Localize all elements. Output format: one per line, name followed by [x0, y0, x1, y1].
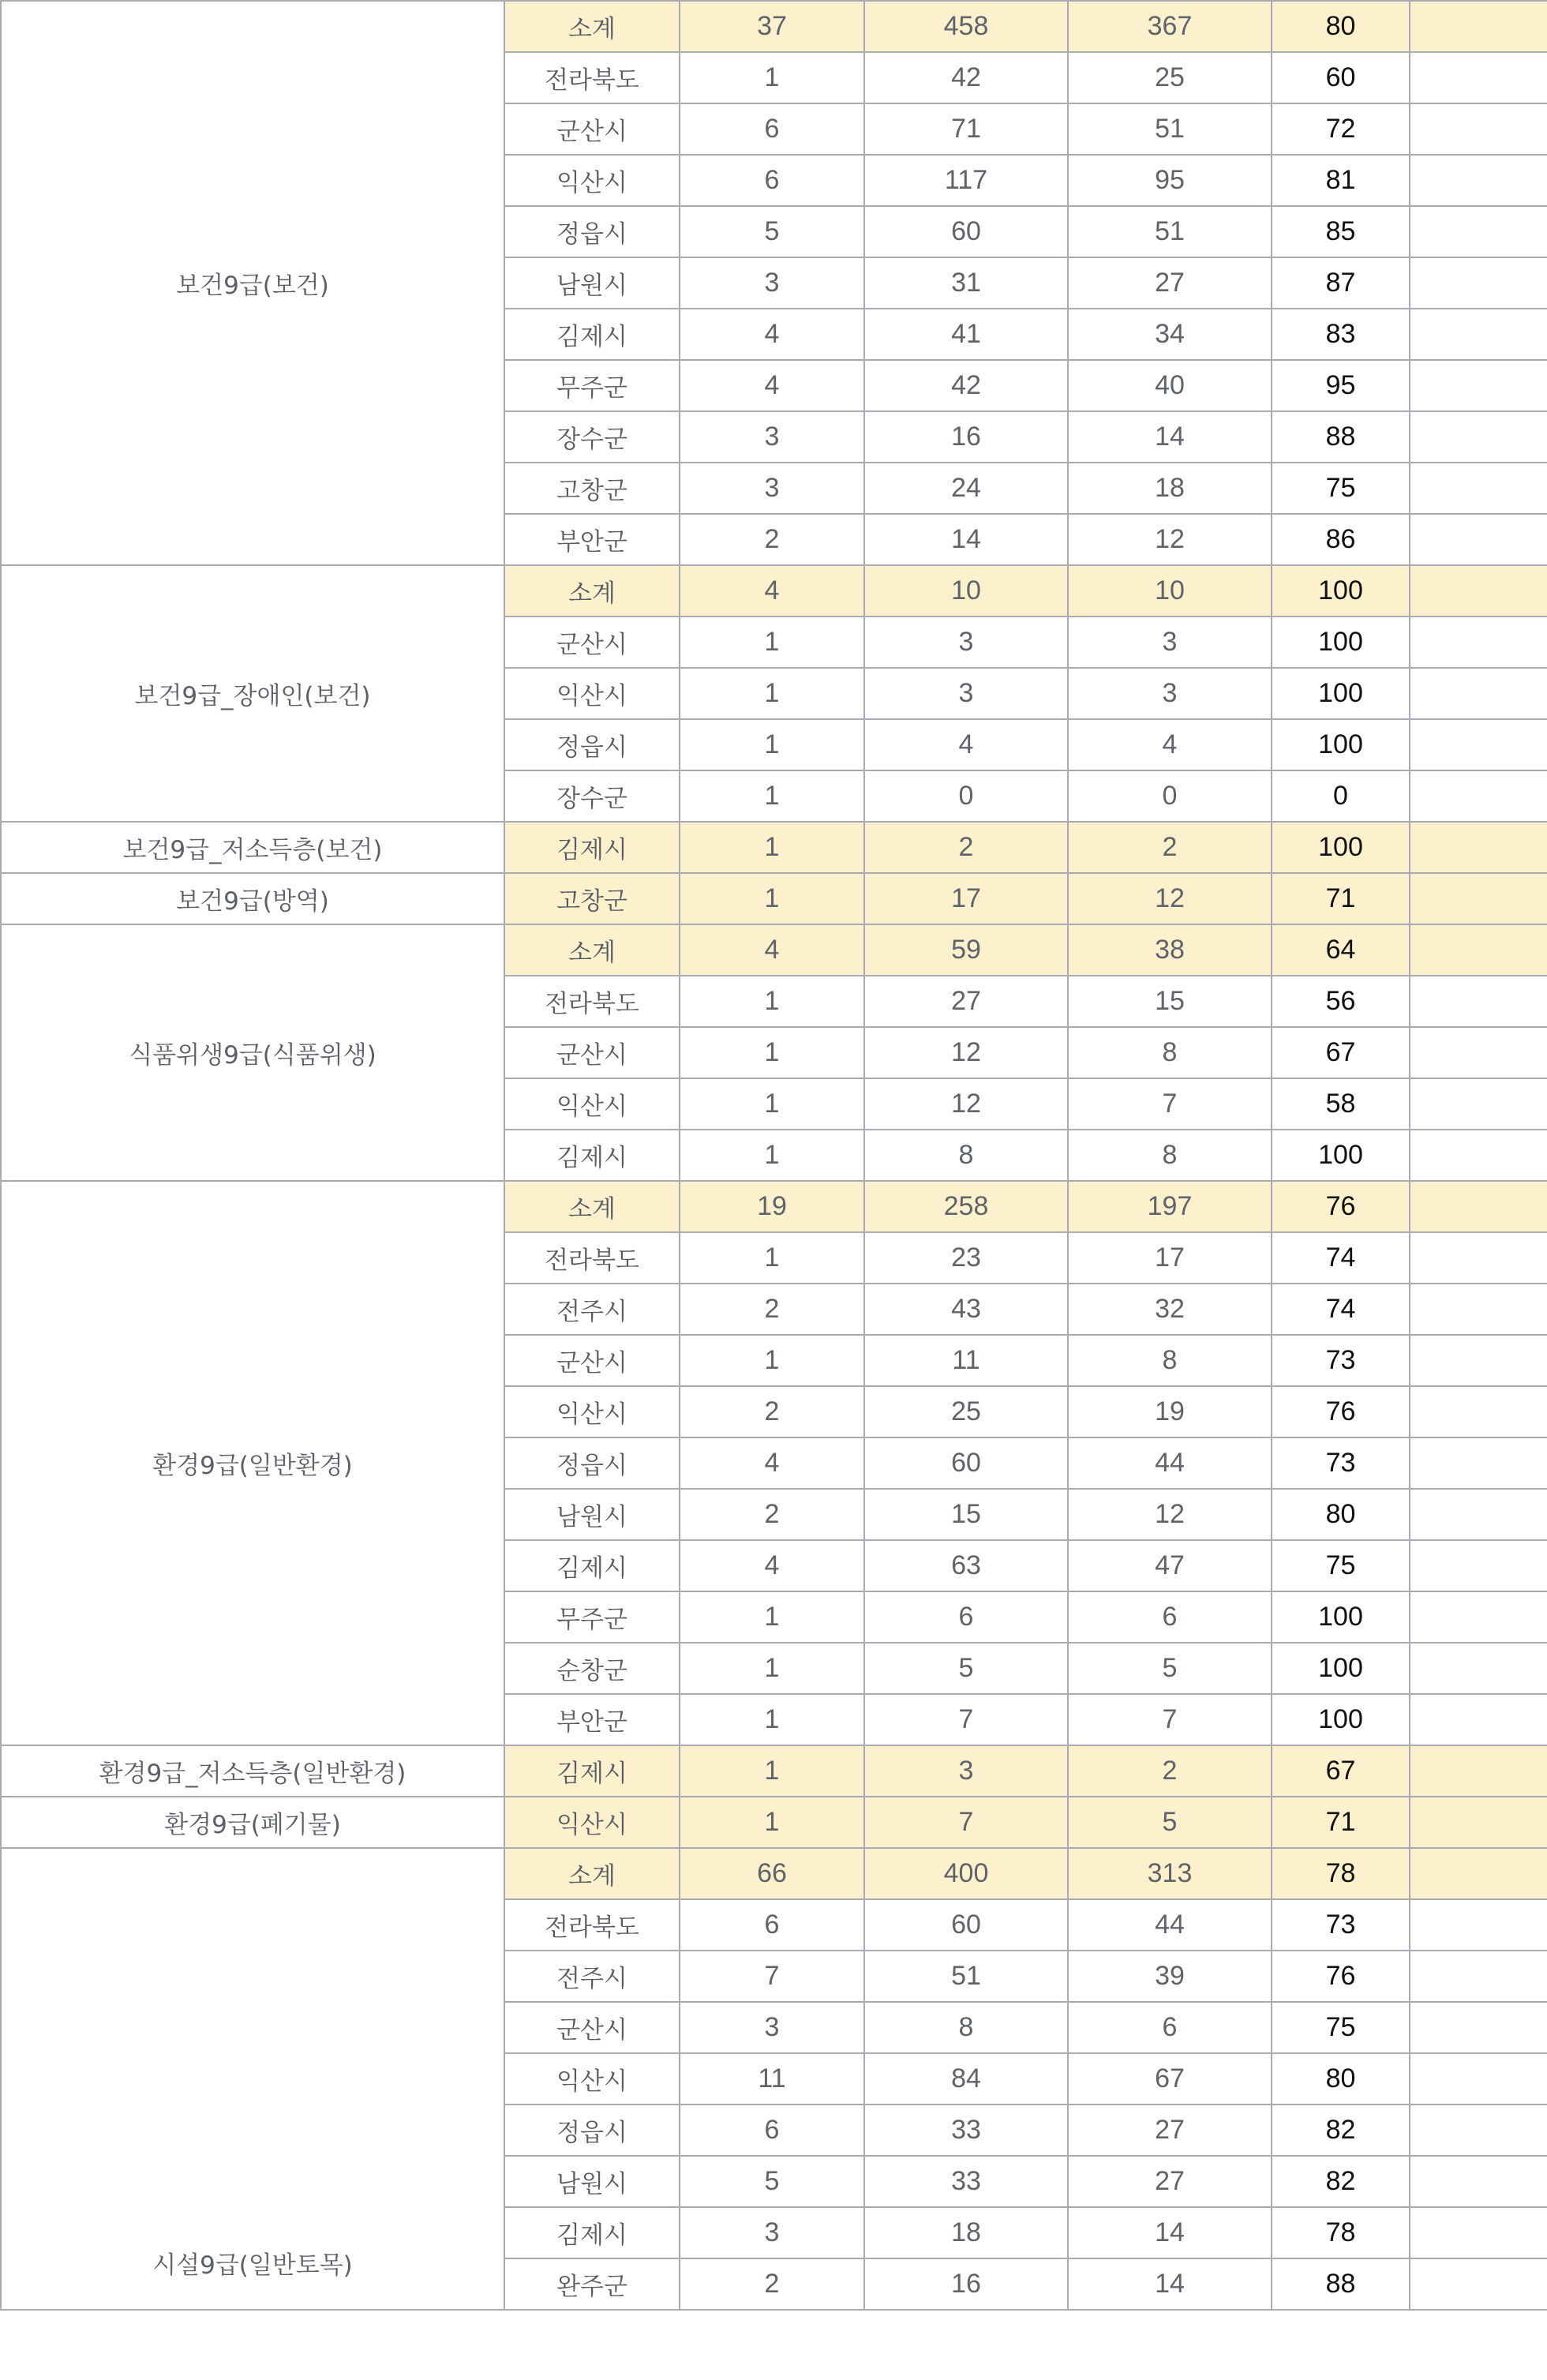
rate-cell: 88 [1272, 411, 1410, 463]
rate-cell: 73 [1272, 1335, 1410, 1386]
posts-cell: 7 [680, 1951, 864, 2002]
rate-cell: 71 [1272, 873, 1410, 924]
empty-cell [1410, 719, 1547, 770]
posts-cell: 11 [680, 2053, 864, 2105]
region-cell: 익산시 [504, 155, 680, 206]
rate-cell: 100 [1272, 1643, 1410, 1694]
region-cell: 군산시 [504, 103, 680, 155]
posts-cell: 3 [680, 411, 864, 463]
empty-cell [1410, 1489, 1547, 1540]
region-cell: 익산시 [504, 1078, 680, 1130]
region-cell: 정읍시 [504, 719, 680, 770]
region-cell: 김제시 [504, 2207, 680, 2258]
posts-cell: 1 [680, 873, 864, 924]
posts-cell: 1 [680, 822, 864, 873]
rate-cell: 87 [1272, 257, 1410, 309]
rate-cell: 100 [1272, 822, 1410, 873]
empty-cell [1410, 360, 1547, 411]
applicants-cell: 59 [864, 924, 1068, 976]
takers-cell: 14 [1068, 2207, 1272, 2258]
posts-cell: 6 [680, 155, 864, 206]
applicants-cell: 2 [864, 822, 1068, 873]
applicants-cell: 51 [864, 1951, 1068, 2002]
posts-cell: 4 [680, 360, 864, 411]
empty-cell [1410, 1130, 1547, 1181]
posts-cell: 1 [680, 1130, 864, 1181]
applicants-cell: 117 [864, 155, 1068, 206]
empty-cell [1410, 1284, 1547, 1335]
applicants-cell: 17 [864, 873, 1068, 924]
applicants-cell: 14 [864, 514, 1068, 565]
empty-cell [1410, 1335, 1547, 1386]
applicants-cell: 7 [864, 1797, 1068, 1848]
applicants-cell: 3 [864, 1745, 1068, 1797]
posts-cell: 2 [680, 514, 864, 565]
group-name-cell [1, 1745, 504, 1797]
subtotal-row [1, 873, 1547, 924]
region-cell: 군산시 [504, 1027, 680, 1078]
region-cell: 정읍시 [504, 1437, 680, 1489]
empty-cell [1410, 822, 1547, 873]
takers-cell: 8 [1068, 1130, 1272, 1181]
rate-cell: 100 [1272, 1694, 1410, 1745]
rate-cell: 100 [1272, 668, 1410, 719]
rate-cell: 71 [1272, 1797, 1410, 1848]
rate-cell: 100 [1272, 719, 1410, 770]
applicants-cell: 4 [864, 719, 1068, 770]
group-name: 보건9급(방역) [176, 887, 329, 916]
empty-cell [1410, 411, 1547, 463]
takers-cell: 32 [1068, 1284, 1272, 1335]
takers-cell: 15 [1068, 976, 1272, 1027]
empty-cell [1410, 2053, 1547, 2105]
empty-cell [1410, 1951, 1547, 2002]
empty-cell [1410, 668, 1547, 719]
group-name-cell [1, 1797, 504, 1848]
posts-cell: 1 [680, 1078, 864, 1130]
applicants-cell: 11 [864, 1335, 1068, 1386]
posts-cell: 6 [680, 2105, 864, 2156]
rate-cell: 56 [1272, 976, 1410, 1027]
posts-cell: 5 [680, 2156, 864, 2207]
takers-cell: 27 [1068, 2156, 1272, 2207]
takers-cell: 27 [1068, 257, 1272, 309]
applicants-cell: 10 [864, 565, 1068, 617]
posts-cell: 1 [680, 1797, 864, 1848]
applicants-cell: 5 [864, 1643, 1068, 1694]
takers-cell: 47 [1068, 1540, 1272, 1591]
empty-cell [1410, 976, 1547, 1027]
region-cell: 무주군 [504, 360, 680, 411]
rate-cell: 81 [1272, 155, 1410, 206]
applicants-cell: 60 [864, 1437, 1068, 1489]
rate-cell: 58 [1272, 1078, 1410, 1130]
region-cell: 고창군 [504, 873, 680, 924]
takers-cell: 2 [1068, 1745, 1272, 1797]
region-cell: 완주군 [504, 2258, 680, 2310]
takers-cell: 6 [1068, 2002, 1272, 2053]
subtotal-row [1, 924, 1547, 976]
takers-cell: 44 [1068, 1899, 1272, 1951]
posts-cell: 4 [680, 1437, 864, 1489]
applicants-cell: 33 [864, 2105, 1068, 2156]
applicants-cell: 12 [864, 1027, 1068, 1078]
empty-cell [1410, 52, 1547, 103]
empty-cell [1410, 1797, 1547, 1848]
posts-cell: 19 [680, 1181, 864, 1232]
empty-cell [1410, 2156, 1547, 2207]
posts-cell: 1 [680, 976, 864, 1027]
takers-cell: 10 [1068, 565, 1272, 617]
empty-cell [1410, 514, 1547, 565]
group-name-cell [1, 822, 504, 873]
empty-cell [1410, 770, 1547, 822]
empty-cell [1410, 155, 1547, 206]
posts-cell: 37 [680, 1, 864, 52]
takers-cell: 51 [1068, 206, 1272, 257]
takers-cell: 27 [1068, 2105, 1272, 2156]
applicants-cell: 7 [864, 1694, 1068, 1745]
applicants-cell: 41 [864, 309, 1068, 360]
region-cell: 무주군 [504, 1591, 680, 1643]
posts-cell: 1 [680, 770, 864, 822]
takers-cell: 19 [1068, 1386, 1272, 1437]
subtotal-row [1, 822, 1547, 873]
posts-cell: 2 [680, 1386, 864, 1437]
group-name-cell [1, 565, 504, 822]
region-cell: 소계 [504, 1, 680, 52]
empty-cell [1410, 257, 1547, 309]
takers-cell: 12 [1068, 873, 1272, 924]
region-cell: 전주시 [504, 1951, 680, 2002]
takers-cell: 18 [1068, 463, 1272, 514]
group-name: 환경9급(폐기물) [164, 1811, 341, 1839]
takers-cell: 6 [1068, 1591, 1272, 1643]
posts-cell: 1 [680, 719, 864, 770]
posts-cell: 1 [680, 1745, 864, 1797]
takers-cell: 95 [1068, 155, 1272, 206]
applicants-cell: 42 [864, 52, 1068, 103]
empty-cell [1410, 1643, 1547, 1694]
subtotal-row [1, 1745, 1547, 1797]
posts-cell: 1 [680, 1027, 864, 1078]
empty-cell [1410, 1745, 1547, 1797]
group-name: 식품위생9급(식품위생) [129, 1041, 376, 1070]
group-name-cell [1, 1, 504, 565]
empty-cell [1410, 1591, 1547, 1643]
takers-cell: 4 [1068, 719, 1272, 770]
posts-cell: 1 [680, 617, 864, 668]
region-cell: 군산시 [504, 2002, 680, 2053]
rate-cell: 75 [1272, 1540, 1410, 1591]
region-cell: 김제시 [504, 309, 680, 360]
applicants-cell: 71 [864, 103, 1068, 155]
takers-cell: 7 [1068, 1078, 1272, 1130]
rate-cell: 73 [1272, 1437, 1410, 1489]
applicants-cell: 0 [864, 770, 1068, 822]
rate-cell: 76 [1272, 1386, 1410, 1437]
region-cell: 군산시 [504, 1335, 680, 1386]
empty-cell [1410, 617, 1547, 668]
applicants-cell: 458 [864, 1, 1068, 52]
posts-cell: 4 [680, 309, 864, 360]
takers-cell: 3 [1068, 617, 1272, 668]
group-name: 보건9급(보건) [176, 272, 329, 300]
table-body [1, 1, 1547, 2310]
empty-cell [1410, 2002, 1547, 2053]
takers-cell: 313 [1068, 1848, 1272, 1899]
takers-cell: 2 [1068, 822, 1272, 873]
group-name: 보건9급_저소득층(보건) [122, 836, 383, 864]
region-cell: 부안군 [504, 514, 680, 565]
rate-cell: 75 [1272, 463, 1410, 514]
rate-cell: 74 [1272, 1232, 1410, 1284]
rate-cell: 100 [1272, 617, 1410, 668]
rate-cell: 80 [1272, 1, 1410, 52]
posts-cell: 1 [680, 1232, 864, 1284]
region-cell: 김제시 [504, 1540, 680, 1591]
applicants-cell: 31 [864, 257, 1068, 309]
rate-cell: 95 [1272, 360, 1410, 411]
applicants-cell: 16 [864, 2258, 1068, 2310]
rate-cell: 82 [1272, 2105, 1410, 2156]
group-name: 시설9급(일반토목) [152, 2251, 353, 2280]
subtotal-row [1, 1181, 1547, 1232]
region-cell: 익산시 [504, 1386, 680, 1437]
group-name: 환경9급_저소득층(일반환경) [99, 1760, 406, 1788]
applicants-cell: 8 [864, 1130, 1068, 1181]
empty-cell [1410, 1181, 1547, 1232]
applicants-cell: 63 [864, 1540, 1068, 1591]
rate-cell: 74 [1272, 1284, 1410, 1335]
rate-cell: 82 [1272, 2156, 1410, 2207]
empty-cell [1410, 2207, 1547, 2258]
takers-cell: 367 [1068, 1, 1272, 52]
applicants-cell: 16 [864, 411, 1068, 463]
region-cell: 정읍시 [504, 2105, 680, 2156]
posts-cell: 6 [680, 1899, 864, 1951]
applicants-cell: 258 [864, 1181, 1068, 1232]
region-cell: 전라북도 [504, 1232, 680, 1284]
takers-cell: 34 [1068, 309, 1272, 360]
region-cell: 남원시 [504, 2156, 680, 2207]
takers-cell: 8 [1068, 1335, 1272, 1386]
takers-cell: 67 [1068, 2053, 1272, 2105]
empty-cell [1410, 1027, 1547, 1078]
region-cell: 군산시 [504, 617, 680, 668]
posts-cell: 3 [680, 2002, 864, 2053]
group-name: 환경9급(일반환경) [152, 1452, 353, 1480]
posts-cell: 4 [680, 565, 864, 617]
applicants-cell: 27 [864, 976, 1068, 1027]
region-cell: 순창군 [504, 1643, 680, 1694]
region-cell: 소계 [504, 1181, 680, 1232]
region-cell: 소계 [504, 924, 680, 976]
region-cell: 장수군 [504, 411, 680, 463]
empty-cell [1410, 2105, 1547, 2156]
applicants-cell: 400 [864, 1848, 1068, 1899]
rate-cell: 100 [1272, 565, 1410, 617]
rate-cell: 76 [1272, 1951, 1410, 2002]
region-cell: 익산시 [504, 2053, 680, 2105]
rate-cell: 80 [1272, 1489, 1410, 1540]
takers-cell: 5 [1068, 1643, 1272, 1694]
empty-cell [1410, 1, 1547, 52]
subtotal-row [1, 1848, 1547, 1899]
empty-cell [1410, 1694, 1547, 1745]
rate-cell: 83 [1272, 309, 1410, 360]
empty-cell [1410, 1848, 1547, 1899]
region-cell: 남원시 [504, 257, 680, 309]
rate-cell: 78 [1272, 2207, 1410, 2258]
posts-cell: 4 [680, 924, 864, 976]
subtotal-row [1, 565, 1547, 617]
empty-cell [1410, 309, 1547, 360]
group-name-cell [1, 873, 504, 924]
applicants-cell: 3 [864, 668, 1068, 719]
region-cell: 전라북도 [504, 976, 680, 1027]
rate-cell: 0 [1272, 770, 1410, 822]
region-cell: 김제시 [504, 1745, 680, 1797]
rate-cell: 76 [1272, 1181, 1410, 1232]
rate-cell: 72 [1272, 103, 1410, 155]
region-cell: 김제시 [504, 822, 680, 873]
region-cell: 정읍시 [504, 206, 680, 257]
region-cell: 부안군 [504, 1694, 680, 1745]
posts-cell: 66 [680, 1848, 864, 1899]
applicants-cell: 33 [864, 2156, 1068, 2207]
region-cell: 장수군 [504, 770, 680, 822]
rate-cell: 78 [1272, 1848, 1410, 1899]
empty-cell [1410, 565, 1547, 617]
empty-cell [1410, 1078, 1547, 1130]
empty-cell [1410, 2258, 1547, 2310]
empty-cell [1410, 1437, 1547, 1489]
posts-cell: 6 [680, 103, 864, 155]
region-cell: 전라북도 [504, 1899, 680, 1951]
empty-cell [1410, 103, 1547, 155]
takers-cell: 5 [1068, 1797, 1272, 1848]
region-cell: 소계 [504, 565, 680, 617]
rate-cell: 85 [1272, 206, 1410, 257]
takers-cell: 17 [1068, 1232, 1272, 1284]
posts-cell: 3 [680, 2207, 864, 2258]
empty-cell [1410, 873, 1547, 924]
region-cell: 전주시 [504, 1284, 680, 1335]
applicants-cell: 8 [864, 2002, 1068, 2053]
applicants-cell: 60 [864, 206, 1068, 257]
rate-cell: 73 [1272, 1899, 1410, 1951]
posts-cell: 4 [680, 1540, 864, 1591]
takers-cell: 51 [1068, 103, 1272, 155]
region-cell: 전라북도 [504, 52, 680, 103]
empty-cell [1410, 1386, 1547, 1437]
group-name-cell [1, 924, 504, 1181]
rate-cell: 67 [1272, 1745, 1410, 1797]
takers-cell: 3 [1068, 668, 1272, 719]
applicants-cell: 43 [864, 1284, 1068, 1335]
posts-cell: 1 [680, 1591, 864, 1643]
region-cell: 익산시 [504, 668, 680, 719]
takers-cell: 38 [1068, 924, 1272, 976]
posts-cell: 1 [680, 1335, 864, 1386]
applicants-cell: 15 [864, 1489, 1068, 1540]
rate-cell: 100 [1272, 1130, 1410, 1181]
region-cell: 고창군 [504, 463, 680, 514]
applicants-cell: 84 [864, 2053, 1068, 2105]
takers-cell: 39 [1068, 1951, 1272, 2002]
takers-cell: 14 [1068, 2258, 1272, 2310]
region-cell: 익산시 [504, 1797, 680, 1848]
takers-cell: 197 [1068, 1181, 1272, 1232]
rate-cell: 80 [1272, 2053, 1410, 2105]
empty-cell [1410, 1232, 1547, 1284]
applicants-cell: 18 [864, 2207, 1068, 2258]
applicants-cell: 6 [864, 1591, 1068, 1643]
posts-cell: 1 [680, 1694, 864, 1745]
takers-cell: 8 [1068, 1027, 1272, 1078]
empty-cell [1410, 1899, 1547, 1951]
subtotal-row [1, 1797, 1547, 1848]
takers-cell: 0 [1068, 770, 1272, 822]
takers-cell: 25 [1068, 52, 1272, 103]
applicants-cell: 12 [864, 1078, 1068, 1130]
takers-cell: 40 [1068, 360, 1272, 411]
group-name-cell [1, 1181, 504, 1745]
group-name: 보건9급_장애인(보건) [134, 682, 371, 710]
posts-cell: 1 [680, 1643, 864, 1694]
applicants-cell: 3 [864, 617, 1068, 668]
posts-cell: 3 [680, 257, 864, 309]
rate-cell: 60 [1272, 52, 1410, 103]
empty-cell [1410, 206, 1547, 257]
posts-cell: 5 [680, 206, 864, 257]
posts-cell: 2 [680, 1489, 864, 1540]
rate-cell: 75 [1272, 2002, 1410, 2053]
empty-cell [1410, 924, 1547, 976]
takers-cell: 12 [1068, 514, 1272, 565]
subtotal-row [1, 1, 1547, 52]
applicants-cell: 24 [864, 463, 1068, 514]
rate-cell: 64 [1272, 924, 1410, 976]
empty-cell [1410, 463, 1547, 514]
applicants-cell: 60 [864, 1899, 1068, 1951]
rate-cell: 67 [1272, 1027, 1410, 1078]
region-cell: 김제시 [504, 1130, 680, 1181]
takers-cell: 14 [1068, 411, 1272, 463]
applicants-cell: 23 [864, 1232, 1068, 1284]
rate-cell: 88 [1272, 2258, 1410, 2310]
applicants-cell: 25 [864, 1386, 1068, 1437]
posts-cell: 1 [680, 668, 864, 719]
posts-cell: 3 [680, 463, 864, 514]
takers-cell: 12 [1068, 1489, 1272, 1540]
rate-cell: 100 [1272, 1591, 1410, 1643]
empty-cell [1410, 1540, 1547, 1591]
posts-cell: 2 [680, 1284, 864, 1335]
region-cell: 남원시 [504, 1489, 680, 1540]
rate-cell: 86 [1272, 514, 1410, 565]
takers-cell: 44 [1068, 1437, 1272, 1489]
posts-cell: 1 [680, 52, 864, 103]
region-cell: 소계 [504, 1848, 680, 1899]
applicants-cell: 42 [864, 360, 1068, 411]
group-name-cell [1, 1848, 504, 2310]
posts-cell: 2 [680, 2258, 864, 2310]
takers-cell: 7 [1068, 1694, 1272, 1745]
